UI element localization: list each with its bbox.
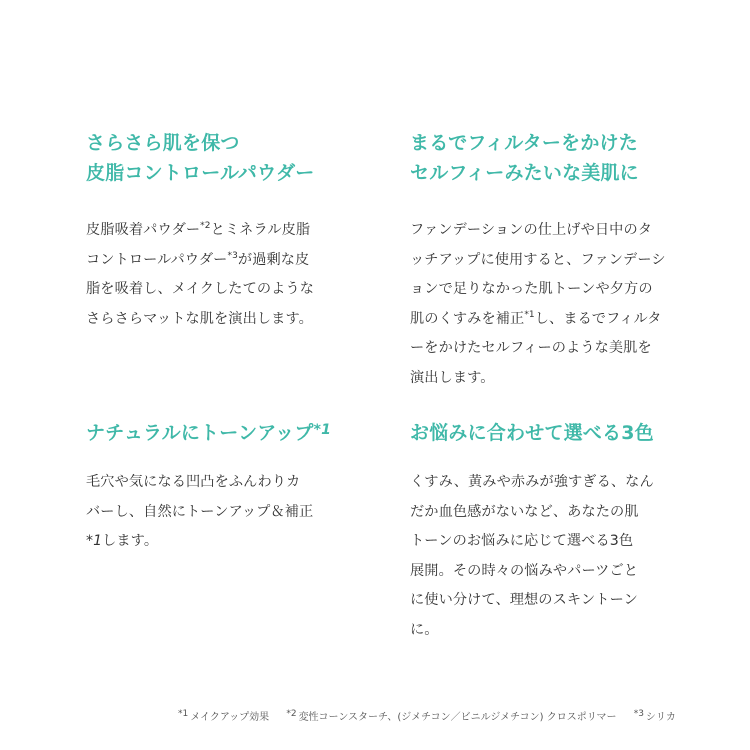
heading-line: さらさら肌を保つ: [86, 132, 240, 154]
footnote-1: $^{*1}$ メイクアップ効果: [178, 709, 270, 723]
description-line: ョンで足りなかった肌トーンや夕方の: [410, 281, 653, 297]
description-line: さらさらマットな肌を演出します。: [86, 310, 313, 327]
description-line: 展開。その時々の悩みやパーツごと: [410, 562, 639, 579]
heading-line: ナチュラルにトーンアップ$^{*1}$: [86, 422, 332, 444]
heading-line: お悩みに合わせて選べる3色: [410, 422, 654, 444]
description-line: に。: [410, 621, 439, 638]
description-line: コントロールパウダー$^{*3}$が過剰な皮: [86, 250, 310, 268]
feature-oil-control: [86, 128, 348, 334]
description-line: *1します。: [86, 533, 159, 549]
description-line: ファンデーションの仕上げや日中のタ: [410, 222, 653, 238]
feature-heading: [86, 418, 348, 448]
footnote-ref: *1: [313, 422, 332, 438]
heading-line: まるでフィルターをかけた: [410, 132, 638, 154]
description-line: 皮脂吸着パウダー$^{*2}$とミネラル皮脂: [86, 221, 311, 238]
footnote-ref: *2: [200, 221, 211, 231]
feature-description: [86, 216, 348, 334]
description-line: に使い分けて、理想のスキントーン: [410, 592, 638, 608]
feature-heading: [86, 128, 348, 188]
description-line: ッチアップに使用すると、ファンデーシ: [410, 251, 666, 268]
description-line: だか血色感がないなど、あなたの肌: [410, 503, 639, 520]
footnote-ref: *3: [227, 250, 238, 261]
footnote-ref: *1: [524, 309, 535, 320]
feature-description: [410, 216, 672, 393]
footnote-3: $^{*3}$ シリカ: [633, 709, 676, 723]
description-line: 演出します。: [410, 369, 495, 386]
description-line: くすみ、黄みや赤みが強すぎる、なん: [410, 474, 654, 490]
footnote-ref: *1: [86, 533, 103, 549]
footnote-2: $^{*2}$ 変性コーンスターチ、(ジメチコン／ビニルジメチコン) クロスポリマー: [286, 709, 617, 723]
heading-line: 皮脂コントロールパウダー: [86, 162, 315, 184]
description-line: トーンのお悩みに応じて選べる3色: [410, 533, 634, 549]
feature-heading: [410, 418, 672, 448]
feature-three-colors: [410, 418, 672, 645]
description-line: 毛穴や気になる凹凸をふんわりカ: [86, 474, 301, 490]
description-line: バーし、自然にトーンアップ＆補正: [86, 503, 314, 520]
footnotes: [178, 708, 690, 723]
feature-filter: [410, 128, 672, 393]
feature-description: [86, 468, 348, 557]
heading-line: セルフィーみたいな美肌に: [410, 162, 639, 184]
feature-description: [410, 468, 672, 645]
feature-tone-up: [86, 418, 348, 557]
description-line: ーをかけたセルフィーのような美肌を: [410, 340, 652, 356]
description-line: 肌のくすみを補正$^{*1}$し、まるでフィルタ: [410, 309, 662, 327]
description-line: 脂を吸着し、メイクしたてのような: [86, 281, 315, 297]
feature-heading: [410, 128, 672, 188]
